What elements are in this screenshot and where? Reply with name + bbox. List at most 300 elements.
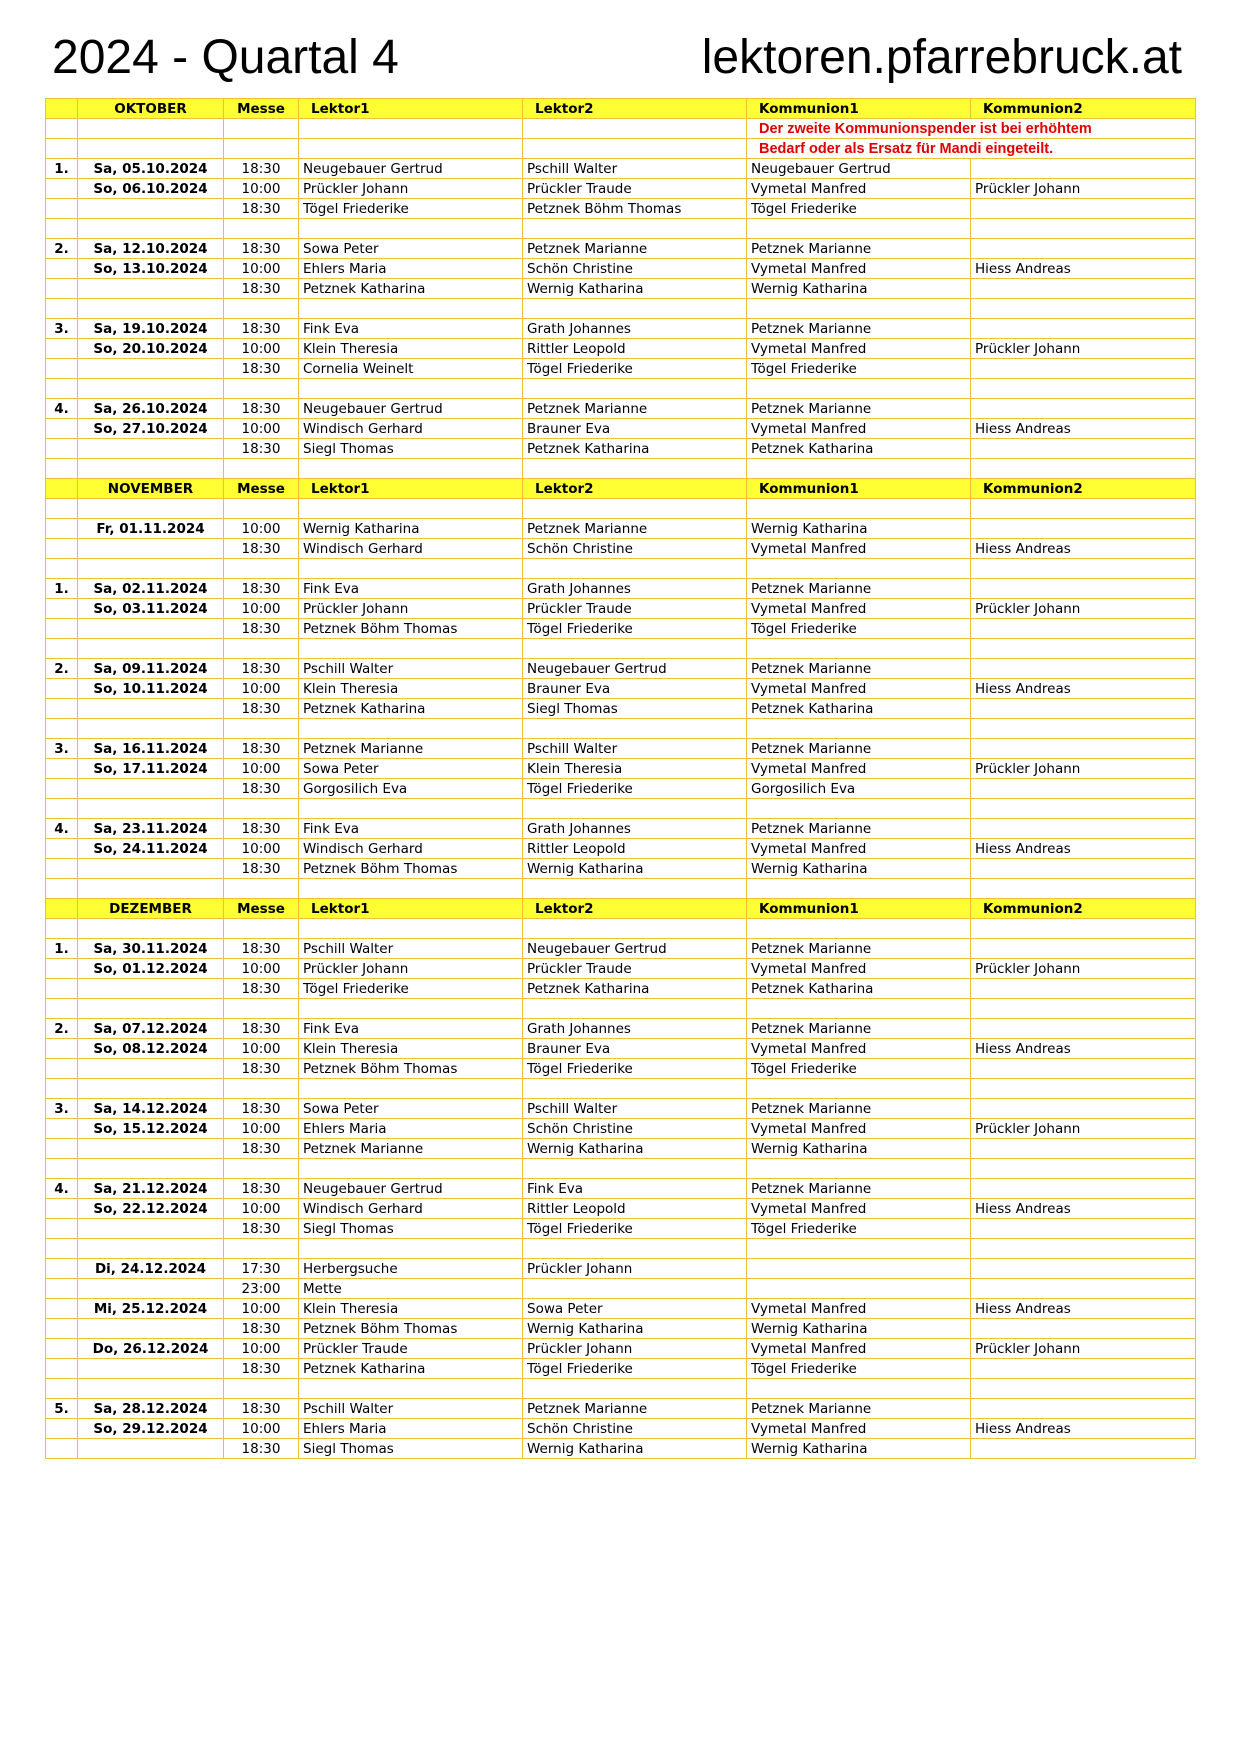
table-cell-empty: [971, 219, 1196, 239]
cell-date: [78, 359, 224, 379]
table-cell-empty: [299, 1379, 523, 1399]
cell-week-number: [46, 1339, 78, 1359]
cell-mass-time: 10:00: [224, 679, 299, 699]
cell-mass-time: 18:30: [224, 1179, 299, 1199]
cell-kommunion2: [971, 1099, 1196, 1119]
cell-lektor1: Petznek Katharina: [299, 279, 523, 299]
cell-lektor1: Klein Theresia: [299, 679, 523, 699]
table-cell-empty: [523, 299, 747, 319]
cell-week-number: 2.: [46, 659, 78, 679]
cell-kommunion1: Petznek Katharina: [747, 979, 971, 999]
cell-mass-time: 10:00: [224, 599, 299, 619]
cell-mass-time: 18:30: [224, 1099, 299, 1119]
table-cell-empty: [747, 299, 971, 319]
cell-kommunion1: Vymetal Manfred: [747, 179, 971, 199]
cell-kommunion2: [971, 579, 1196, 599]
cell-mass-time: 18:30: [224, 819, 299, 839]
cell-lektor2: Rittler Leopold: [523, 1199, 747, 1219]
table-cell-empty: [46, 139, 78, 159]
cell-week-number: [46, 699, 78, 719]
spacer-row: [46, 1159, 1196, 1179]
cell-kommunion2: [971, 1399, 1196, 1419]
table-cell-empty: [523, 919, 747, 939]
cell-date: [78, 979, 224, 999]
cell-date: [78, 279, 224, 299]
table-cell-empty: [299, 919, 523, 939]
cell-mass-time: 10:00: [224, 959, 299, 979]
table-cell-empty: [46, 1239, 78, 1259]
cell-week-number: [46, 859, 78, 879]
table-cell-empty: [46, 119, 78, 139]
cell-kommunion2: Prückler Johann: [971, 1339, 1196, 1359]
cell-kommunion2: Hiess Andreas: [971, 419, 1196, 439]
column-header-kommunion1: Kommunion1: [747, 479, 971, 499]
cell-date: So, 22.12.2024: [78, 1199, 224, 1219]
cell-kommunion2: Hiess Andreas: [971, 1419, 1196, 1439]
cell-date: So, 03.11.2024: [78, 599, 224, 619]
cell-date: [78, 779, 224, 799]
cell-lektor1: Windisch Gerhard: [299, 419, 523, 439]
cell-kommunion1: Vymetal Manfred: [747, 599, 971, 619]
cell-mass-time: 10:00: [224, 519, 299, 539]
cell-date: [78, 699, 224, 719]
table-row: [46, 519, 1196, 539]
cell-kommunion2: [971, 779, 1196, 799]
table-row: [46, 959, 1196, 979]
cell-kommunion2: Hiess Andreas: [971, 1299, 1196, 1319]
cell-kommunion1: Vymetal Manfred: [747, 1039, 971, 1059]
table-row: [46, 1139, 1196, 1159]
cell-mass-time: 10:00: [224, 1119, 299, 1139]
cell-kommunion1: Vymetal Manfred: [747, 1339, 971, 1359]
table-cell-empty: [299, 1079, 523, 1099]
note-row: [46, 119, 1196, 139]
cell-lektor1: Prückler Traude: [299, 1339, 523, 1359]
table-row: [46, 439, 1196, 459]
table-cell-empty: [46, 559, 78, 579]
table-cell-empty: [299, 499, 523, 519]
cell-mass-time: 23:00: [224, 1279, 299, 1299]
table-cell-empty: [46, 719, 78, 739]
cell-mass-time: 18:30: [224, 739, 299, 759]
header-cell-empty: [46, 899, 78, 919]
table-row: [46, 1419, 1196, 1439]
table-cell-empty: [46, 499, 78, 519]
cell-week-number: [46, 199, 78, 219]
table-cell-empty: [224, 1379, 299, 1399]
table-cell-empty: [46, 379, 78, 399]
schedule-table: [45, 98, 1196, 1459]
column-header-lektor1: Lektor1: [299, 479, 523, 499]
cell-kommunion2: Hiess Andreas: [971, 259, 1196, 279]
cell-date: So, 29.12.2024: [78, 1419, 224, 1439]
cell-date: So, 20.10.2024: [78, 339, 224, 359]
cell-kommunion2: Hiess Andreas: [971, 839, 1196, 859]
table-cell-empty: [971, 919, 1196, 939]
table-cell-empty: [747, 219, 971, 239]
table-cell-empty: [46, 299, 78, 319]
table-cell-empty: [299, 139, 523, 159]
table-cell-empty: [46, 879, 78, 899]
cell-mass-time: 18:30: [224, 619, 299, 639]
column-header-kommunion2: Kommunion2: [971, 479, 1196, 499]
table-cell-empty: [46, 219, 78, 239]
cell-week-number: [46, 779, 78, 799]
cell-kommunion2: Prückler Johann: [971, 599, 1196, 619]
table-row: [46, 759, 1196, 779]
cell-kommunion1: Petznek Marianne: [747, 399, 971, 419]
cell-lektor2: Tögel Friederike: [523, 1219, 747, 1239]
cell-lektor2: Tögel Friederike: [523, 619, 747, 639]
table-cell-empty: [224, 119, 299, 139]
cell-lektor1: Mette: [299, 1279, 523, 1299]
table-cell-empty: [523, 559, 747, 579]
cell-kommunion1: Wernig Katharina: [747, 1139, 971, 1159]
table-row: [46, 1259, 1196, 1279]
cell-kommunion1: Tögel Friederike: [747, 199, 971, 219]
table-cell-empty: [224, 299, 299, 319]
table-row: [46, 699, 1196, 719]
table-cell-empty: [747, 1379, 971, 1399]
header-cell-empty: [46, 479, 78, 499]
cell-mass-time: 10:00: [224, 1299, 299, 1319]
table-row: [46, 1219, 1196, 1239]
cell-date: Sa, 28.12.2024: [78, 1399, 224, 1419]
table-cell-empty: [78, 119, 224, 139]
cell-kommunion1: Petznek Marianne: [747, 739, 971, 759]
cell-mass-time: 10:00: [224, 839, 299, 859]
cell-lektor1: Gorgosilich Eva: [299, 779, 523, 799]
cell-date: [78, 539, 224, 559]
cell-lektor1: Sowa Peter: [299, 1099, 523, 1119]
cell-kommunion1: Tögel Friederike: [747, 1219, 971, 1239]
cell-date: [78, 1319, 224, 1339]
cell-lektor2: Rittler Leopold: [523, 339, 747, 359]
cell-kommunion1: Vymetal Manfred: [747, 959, 971, 979]
table-cell-empty: [299, 879, 523, 899]
table-row: [46, 1099, 1196, 1119]
cell-lektor1: Siegl Thomas: [299, 1439, 523, 1459]
cell-lektor1: Sowa Peter: [299, 759, 523, 779]
cell-kommunion1: Vymetal Manfred: [747, 1419, 971, 1439]
table-cell-empty: [747, 499, 971, 519]
cell-date: So, 06.10.2024: [78, 179, 224, 199]
table-cell-empty: [78, 559, 224, 579]
cell-mass-time: 18:30: [224, 319, 299, 339]
table-cell-empty: [747, 1159, 971, 1179]
table-cell-empty: [523, 1079, 747, 1099]
cell-kommunion2: Hiess Andreas: [971, 539, 1196, 559]
cell-lektor1: Pschill Walter: [299, 939, 523, 959]
cell-kommunion1: [747, 1279, 971, 1299]
cell-kommunion1: Vymetal Manfred: [747, 419, 971, 439]
cell-lektor2: Petznek Katharina: [523, 439, 747, 459]
cell-week-number: [46, 599, 78, 619]
cell-date: [78, 1439, 224, 1459]
table-cell-empty: [46, 459, 78, 479]
cell-date: Sa, 16.11.2024: [78, 739, 224, 759]
cell-lektor2: Pschill Walter: [523, 739, 747, 759]
cell-date: Sa, 21.12.2024: [78, 1179, 224, 1199]
cell-mass-time: 10:00: [224, 419, 299, 439]
cell-lektor1: Tögel Friederike: [299, 979, 523, 999]
table-row: [46, 1279, 1196, 1299]
cell-week-number: 1.: [46, 939, 78, 959]
cell-date: [78, 1359, 224, 1379]
table-cell-empty: [523, 999, 747, 1019]
cell-week-number: 2.: [46, 239, 78, 259]
cell-date: Sa, 09.11.2024: [78, 659, 224, 679]
cell-kommunion1: Vymetal Manfred: [747, 1119, 971, 1139]
table-row: [46, 239, 1196, 259]
column-header-mass-time: Messe: [224, 99, 299, 119]
cell-lektor1: Neugebauer Gertrud: [299, 159, 523, 179]
cell-kommunion1: Vymetal Manfred: [747, 759, 971, 779]
table-cell-empty: [747, 999, 971, 1019]
cell-week-number: [46, 1199, 78, 1219]
cell-kommunion2: [971, 1179, 1196, 1199]
cell-kommunion2: [971, 279, 1196, 299]
cell-date: [78, 199, 224, 219]
table-cell-empty: [747, 639, 971, 659]
cell-week-number: [46, 1059, 78, 1079]
table-row: [46, 1019, 1196, 1039]
table-cell-empty: [78, 1379, 224, 1399]
table-row: [46, 1179, 1196, 1199]
cell-kommunion2: [971, 159, 1196, 179]
cell-week-number: [46, 1259, 78, 1279]
cell-kommunion2: Prückler Johann: [971, 339, 1196, 359]
cell-lektor2: Petznek Böhm Thomas: [523, 199, 747, 219]
cell-lektor2: Petznek Marianne: [523, 239, 747, 259]
cell-week-number: [46, 1299, 78, 1319]
site-url: lektoren.pfarrebruck.at: [701, 31, 1182, 84]
cell-lektor2: Brauner Eva: [523, 1039, 747, 1059]
cell-mass-time: 18:30: [224, 439, 299, 459]
spacer-row: [46, 459, 1196, 479]
table-cell-empty: [224, 799, 299, 819]
cell-lektor1: Fink Eva: [299, 819, 523, 839]
month-label: DEZEMBER: [78, 899, 224, 919]
table-cell-empty: [224, 639, 299, 659]
table-cell-empty: [299, 719, 523, 739]
table-cell-empty: [78, 459, 224, 479]
table-row: [46, 579, 1196, 599]
cell-lektor2: Sowa Peter: [523, 1299, 747, 1319]
cell-kommunion2: [971, 819, 1196, 839]
cell-date: So, 17.11.2024: [78, 759, 224, 779]
cell-mass-time: 10:00: [224, 1199, 299, 1219]
cell-week-number: [46, 1219, 78, 1239]
table-row: [46, 1359, 1196, 1379]
cell-kommunion1: Vymetal Manfred: [747, 539, 971, 559]
table-cell-empty: [78, 799, 224, 819]
cell-kommunion1: Vymetal Manfred: [747, 339, 971, 359]
cell-kommunion2: Prückler Johann: [971, 959, 1196, 979]
table-cell-empty: [78, 1239, 224, 1259]
table-row: [46, 179, 1196, 199]
cell-week-number: [46, 439, 78, 459]
cell-lektor1: Prückler Johann: [299, 599, 523, 619]
cell-lektor1: Petznek Katharina: [299, 1359, 523, 1379]
cell-date: Fr, 01.11.2024: [78, 519, 224, 539]
cell-kommunion1: Wernig Katharina: [747, 1439, 971, 1459]
cell-lektor1: Ehlers Maria: [299, 259, 523, 279]
cell-kommunion1: Vymetal Manfred: [747, 839, 971, 859]
cell-lektor2: Wernig Katharina: [523, 1319, 747, 1339]
cell-lektor2: Tögel Friederike: [523, 1359, 747, 1379]
table-cell-empty: [299, 639, 523, 659]
cell-lektor2: Grath Johannes: [523, 319, 747, 339]
table-cell-empty: [46, 999, 78, 1019]
page-title: 2024 - Quartal 4: [52, 31, 399, 84]
cell-lektor2: Tögel Friederike: [523, 779, 747, 799]
cell-week-number: [46, 759, 78, 779]
cell-week-number: [46, 1419, 78, 1439]
cell-week-number: 5.: [46, 1399, 78, 1419]
cell-kommunion2: [971, 859, 1196, 879]
cell-mass-time: 10:00: [224, 1419, 299, 1439]
table-cell-empty: [971, 499, 1196, 519]
table-cell-empty: [46, 639, 78, 659]
table-row: [46, 319, 1196, 339]
cell-week-number: [46, 1279, 78, 1299]
table-cell-empty: [523, 119, 747, 139]
cell-date: So, 10.11.2024: [78, 679, 224, 699]
cell-kommunion1: Neugebauer Gertrud: [747, 159, 971, 179]
cell-mass-time: 10:00: [224, 1039, 299, 1059]
cell-lektor1: Klein Theresia: [299, 339, 523, 359]
spacer-row: [46, 299, 1196, 319]
cell-kommunion2: [971, 519, 1196, 539]
cell-date: Sa, 30.11.2024: [78, 939, 224, 959]
cell-kommunion1: Vymetal Manfred: [747, 1199, 971, 1219]
cell-kommunion2: [971, 319, 1196, 339]
table-row: [46, 979, 1196, 999]
table-cell-empty: [523, 1159, 747, 1179]
cell-mass-time: 18:30: [224, 859, 299, 879]
cell-lektor1: Petznek Marianne: [299, 1139, 523, 1159]
cell-week-number: [46, 419, 78, 439]
cell-kommunion2: Hiess Andreas: [971, 1199, 1196, 1219]
cell-week-number: 3.: [46, 1099, 78, 1119]
table-cell-empty: [523, 799, 747, 819]
cell-kommunion2: [971, 619, 1196, 639]
spacer-row: [46, 559, 1196, 579]
cell-lektor1: Pschill Walter: [299, 1399, 523, 1419]
cell-lektor1: Petznek Marianne: [299, 739, 523, 759]
cell-lektor2: Prückler Johann: [523, 1259, 747, 1279]
cell-kommunion2: Prückler Johann: [971, 759, 1196, 779]
cell-lektor2: Neugebauer Gertrud: [523, 939, 747, 959]
cell-mass-time: 18:30: [224, 579, 299, 599]
cell-lektor2: Petznek Marianne: [523, 519, 747, 539]
cell-lektor1: Ehlers Maria: [299, 1119, 523, 1139]
cell-kommunion2: Prückler Johann: [971, 179, 1196, 199]
cell-kommunion1: Petznek Marianne: [747, 1099, 971, 1119]
cell-lektor2: Schön Christine: [523, 539, 747, 559]
cell-lektor2: Petznek Marianne: [523, 1399, 747, 1419]
column-header-kommunion1: Kommunion1: [747, 899, 971, 919]
month-header-row: [46, 899, 1196, 919]
spacer-row: [46, 639, 1196, 659]
table-cell-empty: [523, 139, 747, 159]
table-cell-empty: [971, 1159, 1196, 1179]
cell-date: [78, 1059, 224, 1079]
cell-lektor1: Siegl Thomas: [299, 1219, 523, 1239]
cell-mass-time: 18:30: [224, 239, 299, 259]
cell-lektor1: Wernig Katharina: [299, 519, 523, 539]
table-cell-empty: [224, 499, 299, 519]
cell-week-number: [46, 259, 78, 279]
note-row: [46, 139, 1196, 159]
table-row: [46, 1039, 1196, 1059]
table-cell-empty: [971, 799, 1196, 819]
cell-week-number: [46, 279, 78, 299]
cell-kommunion1: Vymetal Manfred: [747, 1299, 971, 1319]
note-text: Bedarf oder als Ersatz für Mandi eingeteilt.: [747, 139, 1196, 159]
cell-lektor2: Wernig Katharina: [523, 859, 747, 879]
table-cell-empty: [747, 459, 971, 479]
table-row: [46, 939, 1196, 959]
cell-kommunion2: [971, 1359, 1196, 1379]
table-cell-empty: [299, 799, 523, 819]
page-header: [52, 28, 1182, 88]
column-header-mass-time: Messe: [224, 479, 299, 499]
table-row: [46, 659, 1196, 679]
cell-kommunion1: [747, 1259, 971, 1279]
cell-lektor2: Petznek Katharina: [523, 979, 747, 999]
cell-week-number: 1.: [46, 579, 78, 599]
cell-lektor1: Petznek Böhm Thomas: [299, 1319, 523, 1339]
table-cell-empty: [78, 879, 224, 899]
cell-lektor2: Grath Johannes: [523, 1019, 747, 1039]
month-label: NOVEMBER: [78, 479, 224, 499]
cell-lektor2: Schön Christine: [523, 259, 747, 279]
spacer-row: [46, 879, 1196, 899]
table-cell-empty: [971, 639, 1196, 659]
cell-lektor2: Wernig Katharina: [523, 279, 747, 299]
table-row: [46, 739, 1196, 759]
cell-lektor2: Prückler Johann: [523, 1339, 747, 1359]
cell-kommunion2: Hiess Andreas: [971, 679, 1196, 699]
cell-date: Sa, 12.10.2024: [78, 239, 224, 259]
cell-date: Sa, 23.11.2024: [78, 819, 224, 839]
cell-lektor1: Windisch Gerhard: [299, 839, 523, 859]
table-cell-empty: [46, 919, 78, 939]
cell-week-number: [46, 1039, 78, 1059]
cell-kommunion2: [971, 359, 1196, 379]
cell-lektor1: Windisch Gerhard: [299, 1199, 523, 1219]
spacer-row: [46, 919, 1196, 939]
table-cell-empty: [78, 499, 224, 519]
cell-week-number: [46, 519, 78, 539]
month-label: OKTOBER: [78, 99, 224, 119]
table-row: [46, 679, 1196, 699]
cell-date: Sa, 02.11.2024: [78, 579, 224, 599]
cell-week-number: 1.: [46, 159, 78, 179]
cell-lektor1: Herbergsuche: [299, 1259, 523, 1279]
spacer-row: [46, 1079, 1196, 1099]
cell-kommunion1: Petznek Marianne: [747, 1019, 971, 1039]
table-row: [46, 1319, 1196, 1339]
table-cell-empty: [299, 379, 523, 399]
table-row: [46, 1339, 1196, 1359]
table-row: [46, 259, 1196, 279]
table-cell-empty: [971, 879, 1196, 899]
cell-mass-time: 18:30: [224, 1399, 299, 1419]
cell-lektor2: Pschill Walter: [523, 1099, 747, 1119]
